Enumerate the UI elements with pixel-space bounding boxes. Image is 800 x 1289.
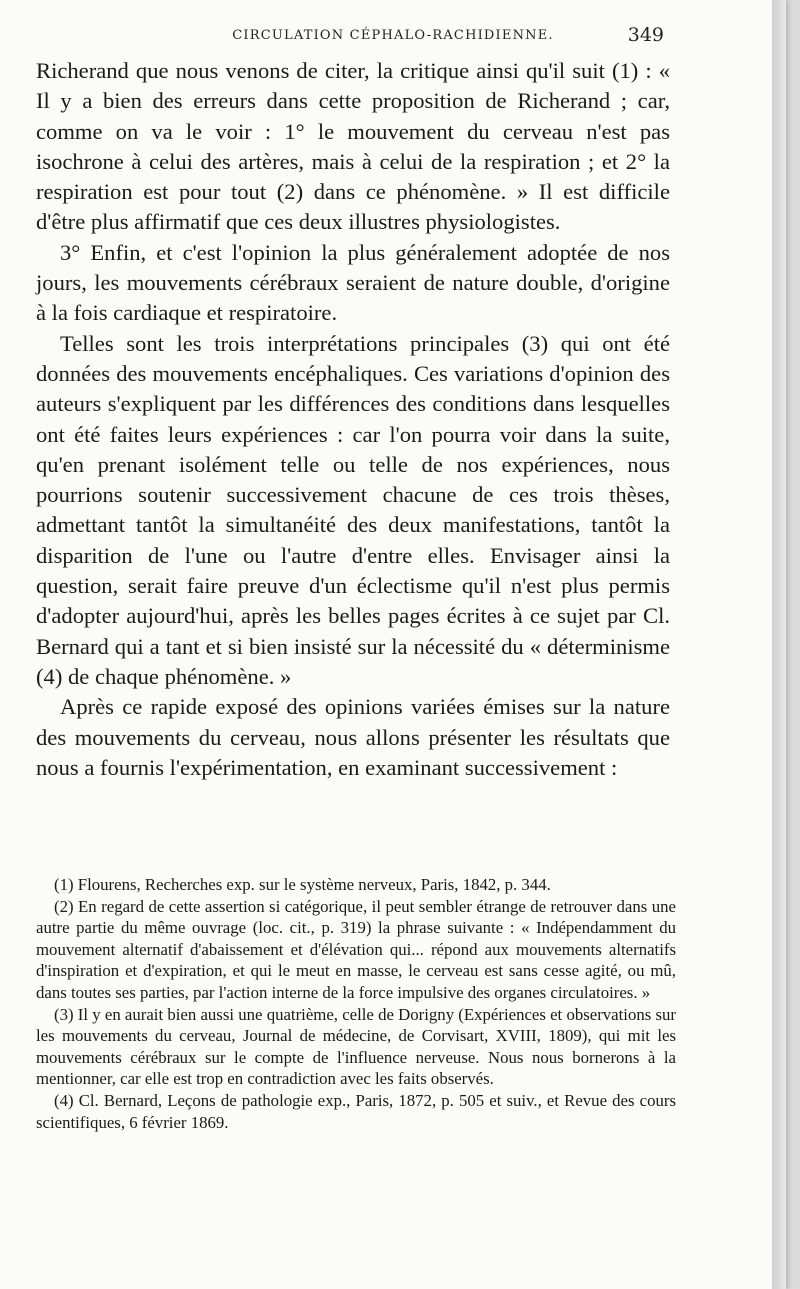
running-head: CIRCULATION CÉPHALO-RACHIDIENNE. [232, 28, 554, 43]
paragraph-4: Après ce rapide exposé des opinions variées émises sur la nature des mouvements du cerveau, nous allons présenter les résultats que nous a fournis l'expérimentation, en examinant successivement : [36, 694, 670, 780]
footnote-3: (3) Il y en aurait bien aussi une quatrième, celle de Dorigny (Expériences et observations sur les mouvements du cerveau, Journal de médecine, de Corvisart, XVIII, 1809), qui mit les mouvements cérébraux sur le compte de l'influence nerveuse. Nous nous bornerons à la mentionner, car elle est trop en contradiction avec les faits observés. [36, 1004, 676, 1089]
footnote-1: (1) Flourens, Recherches exp. sur le système nerveux, Paris, 1842, p. 344. [54, 875, 551, 894]
paragraph-3: Telles sont les trois interprétations principales (3) qui ont été données des mouvements encéphaliques. Ces variations d'opinion des auteurs s'expliquent par les différences des conditions dans lesquelles ont été faites leurs expériences : car l'on pourra voir dans la suite, qu'en prenant isolément telle ou telle de nos expériences, nous pourrions soutenir successivement chacune de ces trois thèses, admettant tantôt la simultanéité des deux manifestations, tantôt la disparition de l'une ou l'autre d'entre elles. Envisager ainsi la question, serait faire preuve d'un éclectisme qu'il n'est plus permis d'adopter aujourd'hui, après les belles pages écrites à ce sujet par Cl. Bernard qui a tant et si bien insisté sur la nécessité du « déterminisme (4) de chaque phénomène. » [36, 330, 670, 689]
page-number: 349 [627, 24, 664, 46]
footnotes [36, 874, 676, 1133]
footnote-4: (4) Cl. Bernard, Leçons de pathologie exp., Paris, 1872, p. 505 et suiv., et Revue des cours scientifiques, 6 février 1869. [36, 1090, 676, 1132]
paragraph-2: 3° Enfin, et c'est l'opinion la plus généralement adoptée de nos jours, les mouvements cérébraux seraient de nature double, d'origine à la fois cardiaque et respiratoire. [36, 239, 670, 326]
main-text [36, 56, 670, 783]
footnote-2: (2) En regard de cette assertion si catégorique, il peut sembler étrange de retrouver dans une autre partie du même ouvrage (loc. cit., p. 319) la phrase suivante : « Indépendamment du mouvement alternatif d'abaissement et d'élévation qui... répond aux mouvements alternatifs d'inspiration et d'expiration, et qui le meut en masse, le cerveau est sans cesse agité, ou mû, dans toutes ses parties, par l'action interne de la force impulsive des organes circulatoires. » [36, 896, 676, 1002]
page-header [0, 22, 786, 46]
paragraph-1: Richerand que nous venons de citer, la critique ainsi qu'il suit (1) : « Il y a bien des erreurs dans cette proposition de Richerand ; car, comme on va le voir : 1° le mouvement du cerveau n'est pas isochrone à celui des artères, mais à celui de la respiration ; et 2° la respiration est pour tout (2) dans ce phénomène. » Il est difficile d'être plus affirmatif que ces deux illustres physiologistes. [36, 58, 670, 235]
page-edge [772, 0, 786, 1289]
